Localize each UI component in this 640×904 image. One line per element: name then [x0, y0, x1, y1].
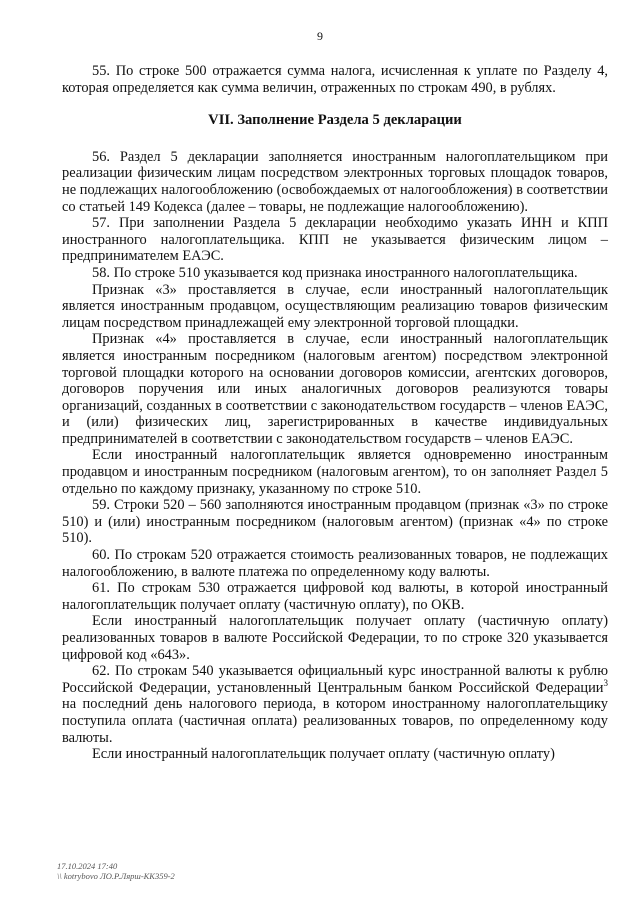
paragraph-62 [62, 663, 608, 746]
paragraph-60: 60. По строкам 520 отражается стоимость реализованных товаров, не подлежащих налогообложению, в валюте платежа по определенному коду валюты. [62, 547, 608, 580]
document-body [62, 63, 608, 763]
paragraph-56: 56. Раздел 5 декларации заполняется иностранным налогоплательщиком при реализации физическим лицам посредством электронных торговых площадок товаров, не подлежащих налогообложению (освобождаемых от налогообложения) в соответствии со статьей 149 Кодекса (далее – товары, не подлежащие налогообложению). [62, 148, 608, 215]
footer-timestamp: 17.10.2024 17:40 [57, 861, 118, 871]
paragraph-62-tail: на последний день налогового периода, в котором иностранному налогоплательщику поступила оплата (частичная оплата) реализованных товаров, по определенному коду валюты. [62, 696, 608, 746]
paragraph-59: 59. Строки 520 – 560 заполняются иностранным продавцом (признак «3» по строке 510) и (или) иностранным посредником (налоговым агентом) (признак «4» по строке 510). [62, 497, 608, 547]
page-number: 9 [317, 29, 323, 43]
paragraph-58: 58. По строке 510 указывается код признака иностранного налогоплательщика. [92, 264, 578, 281]
paragraph-62-text: 62. По строкам 540 указывается официальный курс иностранной валюты к рублю Российской Федерации, установленный Центральным банком Российской Федерации [62, 663, 608, 696]
paragraph-both-signs: Если иностранный налогоплательщик является одновременно иностранным продавцом и иностранным посредником (налоговым агентом), то он заполняет Раздел 5 отдельно по каждому признаку, указанному по строке 510. [62, 447, 608, 497]
paragraph-sign-3: Признак «3» проставляется в случае, если иностранный налогоплательщик является иностранным продавцом, осуществляющим реализацию товаров физическим лицам посредством принадлежащей ему электронной торговой площадки. [62, 281, 608, 331]
paragraph-continuation: Если иностранный налогоплательщик получает оплату (частичную оплату) [92, 746, 555, 763]
paragraph-55: 55. По строке 500 отражается сумма налога, исчисленная к уплате по Разделу 4, которая определяется как сумма величин, отраженных по строкам 490, в рублях. [62, 63, 608, 96]
paragraph-sign-4: Признак «4» проставляется в случае, если иностранный налогоплательщик является иностранным посредником (налоговым агентом) посредством электронной торговой площадки которого на основании договоров комиссии, агентских договоров, договоров поручения или иных аналогичных договоров реализуются товары организаций, созданных в соответствии с законодательством государств – членов ЕАЭС, и (или) физических лиц, зарегистрированных в качестве индивидуальных предпринимателей в соответствии с законодательством государств – членов ЕАЭС. [62, 331, 608, 447]
footnote-mark: 3 [603, 677, 608, 688]
paragraph-61: 61. По строкам 530 отражается цифровой код валюты, в которой иностранный налогоплательщик получает оплату (частичную оплату), по ОКВ. [62, 580, 608, 613]
paragraph-ruble-payment: Если иностранный налогоплательщик получает оплату (частичную оплату) реализованных товаров в валюте Российской Федерации, то по строке 320 указывается цифровой код «643». [62, 613, 608, 663]
section-heading: VII. Заполнение Раздела 5 декларации [208, 112, 462, 129]
footer-path: \\ kotrybovo ЛО.Р.Лярш-КК359-2 [57, 871, 175, 881]
paragraph-57: 57. При заполнении Раздела 5 декларации необходимо указать ИНН и КПП иностранного налогоплательщика. КПП не указывается физическим лицом – предпринимателем ЕАЭС. [62, 215, 608, 265]
footer-stamp [57, 861, 175, 881]
